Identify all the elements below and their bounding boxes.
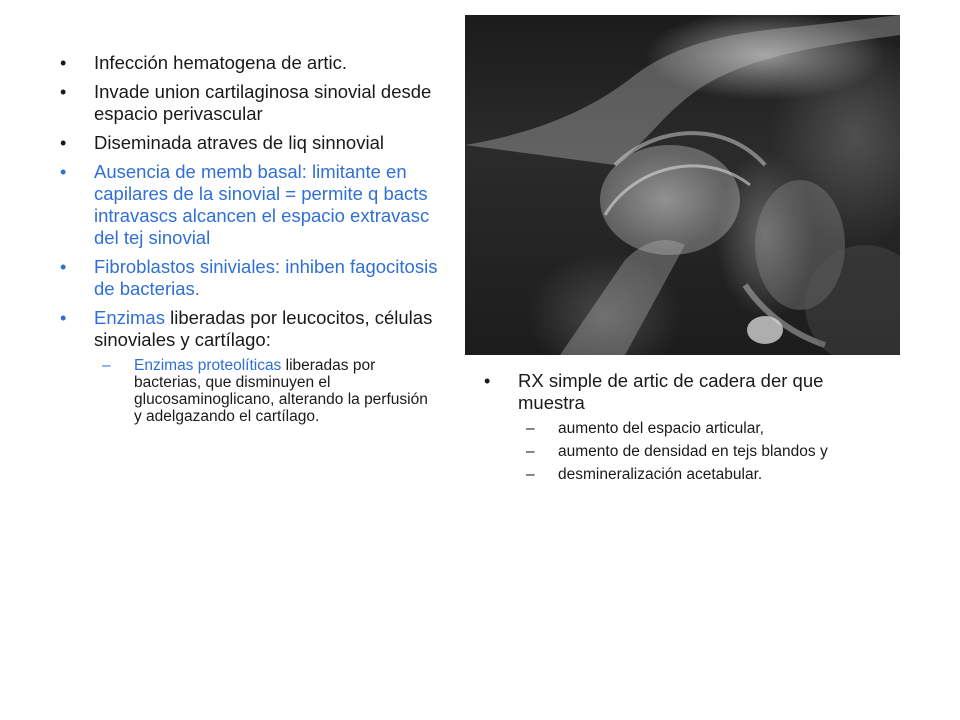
left-bullet-item-6 [58, 307, 438, 425]
left-bullet-item-4 [58, 161, 438, 249]
right-column [482, 370, 892, 490]
bullet-text: liberadas por leucocitos, células sinoviales y cartílago: [94, 307, 433, 350]
bullet-icon: • [60, 133, 67, 153]
sub-bullet-item-1 [94, 357, 438, 425]
sub-bullet-item-1 [518, 420, 892, 437]
dash-icon: – [526, 443, 535, 460]
bullet-icon: • [60, 308, 67, 328]
left-bullet-list [58, 52, 438, 425]
sub-bullet-list [518, 420, 892, 483]
left-bullet-item-5 [58, 256, 438, 300]
bullet-icon: • [60, 53, 67, 73]
left-bullet-item-3 [58, 132, 438, 154]
bullet-icon: • [60, 162, 67, 182]
bullet-text: RX simple de artic de cadera der que muestra [518, 370, 824, 413]
dash-icon: – [526, 420, 535, 437]
x-ray-illustration [465, 15, 900, 355]
x-ray-image [465, 15, 900, 355]
bullet-text: Infección hematogena de artic. [94, 52, 347, 73]
bullet-text: Ausencia de memb basal: limitante en capilares de la sinovial = permite q bacts intravascs alcancen el espacio extravasc del tej sinovial [94, 161, 430, 248]
sub-bullet-text: aumento del espacio articular, [558, 420, 764, 437]
bullet-text: Diseminada atraves de liq sinnovial [94, 132, 384, 153]
sub-bullet-list [94, 357, 438, 425]
dash-icon: – [102, 357, 111, 374]
left-column [58, 52, 438, 432]
sub-bullet-text: liberadas por bacterias, que disminuyen el glucosaminoglicano, alterando la perfusión y adelgazando el cartílago. [134, 357, 428, 425]
left-bullet-item-2 [58, 81, 438, 125]
bullet-text: Fibroblastos siniviales: inhiben fagocitosis de bacterias. [94, 256, 438, 299]
sub-bullet-text: desmineralización acetabular. [558, 466, 763, 483]
bullet-icon: • [60, 257, 67, 277]
right-bullet-item-1 [482, 370, 892, 483]
sub-bullet-item-3 [518, 466, 892, 483]
bullet-text-highlight: Enzimas [94, 307, 165, 328]
dash-icon: – [526, 466, 535, 483]
sub-bullet-item-2 [518, 443, 892, 460]
sub-bullet-text: aumento de densidad en tejs blandos y [558, 443, 828, 460]
bullet-icon: • [484, 371, 491, 391]
right-bullet-list [482, 370, 892, 483]
left-bullet-item-1 [58, 52, 438, 74]
bullet-text: Invade union cartilaginosa sinovial desde espacio perivascular [94, 81, 432, 124]
sub-bullet-text-highlight: Enzimas proteolíticas [134, 357, 282, 374]
bullet-icon: • [60, 82, 67, 102]
